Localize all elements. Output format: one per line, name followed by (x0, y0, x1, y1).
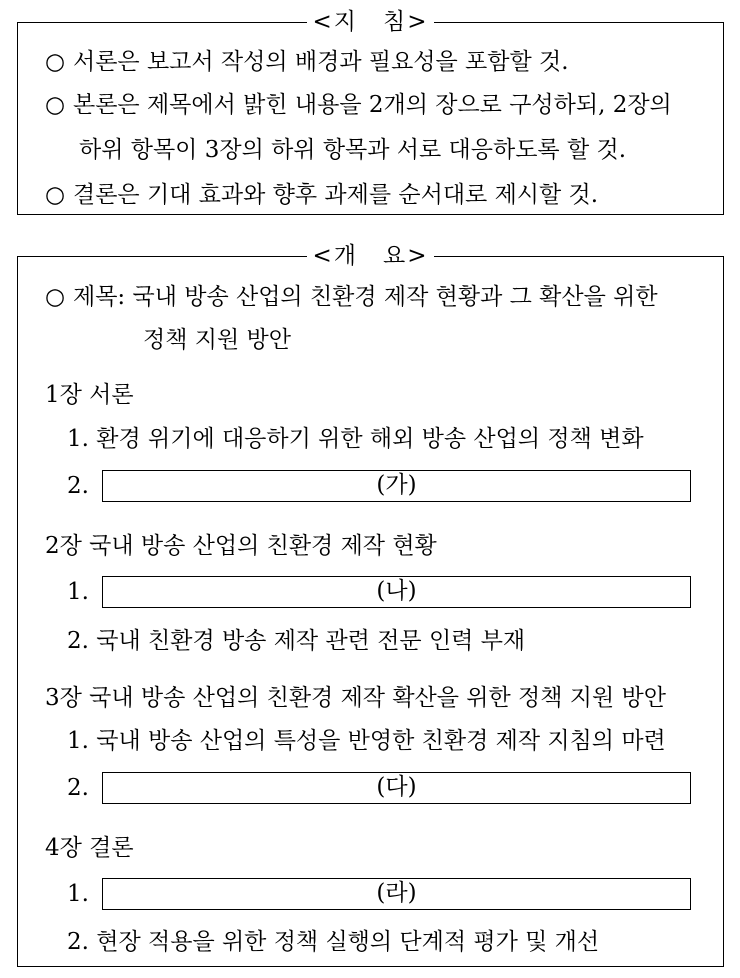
ch2-item-1-num: 1. (67, 579, 89, 605)
guideline-item-3: ○ 결론은 기대 효과와 향후 과제를 순서대로 제시할 것. (45, 182, 599, 208)
ch3-heading: 3장 국내 방송 산업의 친환경 제작 확산을 위한 정책 지원 방안 (45, 685, 666, 711)
bullet-icon: ○ (45, 92, 66, 118)
blank-ga: (가) (102, 470, 691, 502)
outline-title: <개 요> (307, 243, 435, 269)
outline-subject-cont: 정책 지원 방안 (143, 327, 291, 353)
bullet-icon: ○ (45, 284, 66, 310)
ch1-item-1: 1. 환경 위기에 대응하기 위한 해외 방송 산업의 정책 변화 (67, 426, 644, 452)
ch1-heading: 1장 서론 (45, 382, 134, 408)
ch2-heading: 2장 국내 방송 산업의 친환경 제작 현황 (45, 533, 437, 559)
bullet-icon: ○ (45, 49, 66, 75)
outline-subject: ○ 제목: 국내 방송 산업의 친환경 제작 현황과 그 확산을 위한 (45, 284, 658, 310)
ch2-item-2: 2. 국내 친환경 방송 제작 관련 전문 인력 부재 (67, 628, 526, 654)
blank-ra: (라) (102, 878, 691, 910)
ch4-item-2: 2. 현장 적용을 위한 정책 실행의 단계적 평가 및 개선 (67, 929, 600, 955)
ch3-item-2-num: 2. (67, 775, 89, 801)
blank-na: (나) (102, 576, 691, 608)
guideline-item-1: ○ 서론은 보고서 작성의 배경과 필요성을 포함할 것. (45, 49, 569, 75)
ch4-item-1-num: 1. (67, 881, 89, 907)
guideline-item-2: ○ 본론은 제목에서 밝힌 내용을 2개의 장으로 구성하되, 2장의 (45, 92, 672, 118)
guidelines-title: <지 침> (307, 9, 435, 35)
ch1-item-2-num: 2. (67, 473, 89, 499)
ch4-heading: 4장 결론 (45, 835, 134, 861)
bullet-icon: ○ (45, 182, 66, 208)
blank-da: (다) (102, 772, 691, 804)
ch3-item-1: 1. 국내 방송 산업의 특성을 반영한 친환경 제작 지침의 마련 (67, 728, 666, 754)
guideline-item-2-cont: 하위 항목이 3장의 하위 항목과 서로 대응하도록 할 것. (79, 137, 627, 163)
